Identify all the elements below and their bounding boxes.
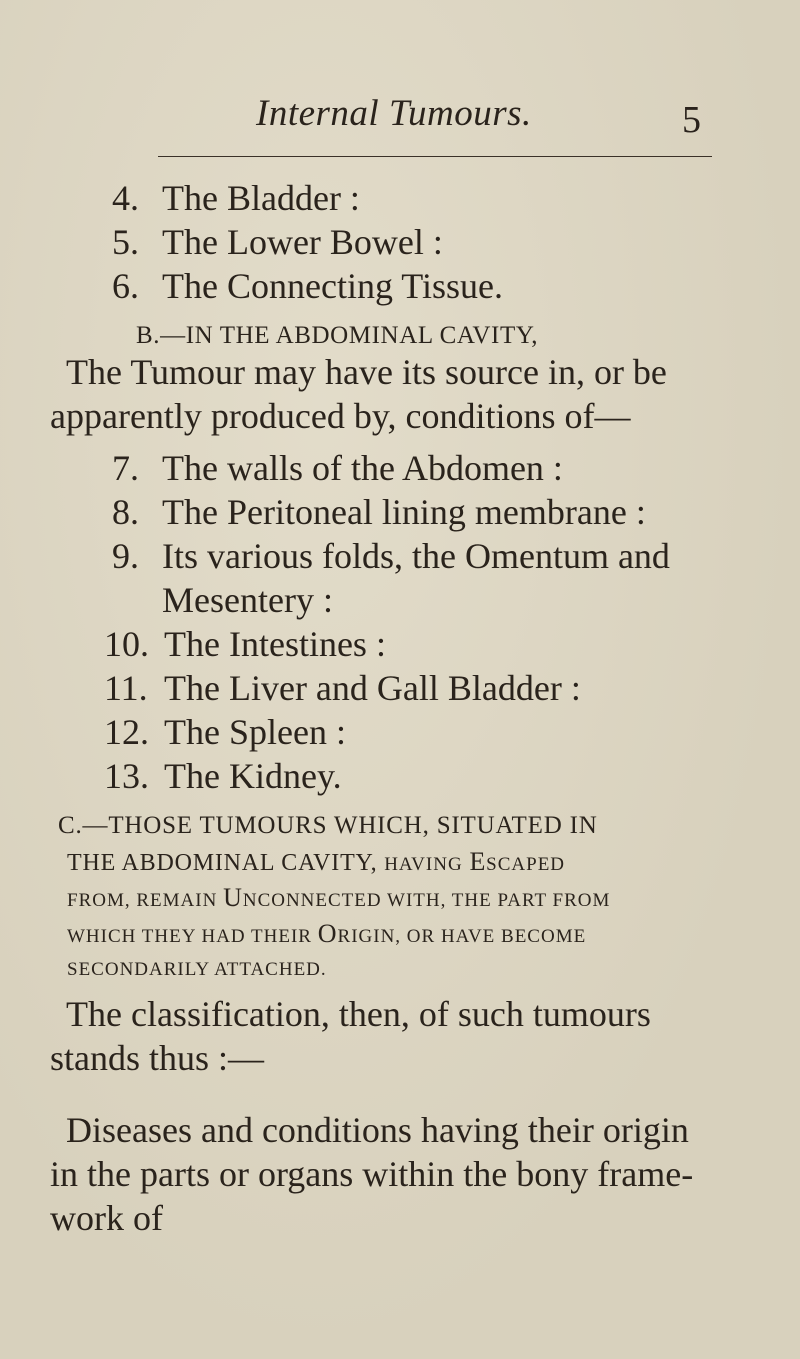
section-b-intro-line: The Tumour may have its source in, or be	[66, 352, 667, 392]
list-item-number: 9.	[112, 536, 139, 576]
list-item-continuation	[162, 578, 333, 622]
section-c-text: WHICH THEY HAD THEIR	[67, 926, 312, 947]
list-item-number: 7.	[112, 448, 139, 488]
list-item	[112, 220, 443, 264]
list-item-number: 8.	[112, 492, 139, 532]
section-b-heading: B.—IN THE ABDOMINAL CAVITY,	[136, 322, 539, 349]
classification-line: The classification, then, of such tumours	[66, 994, 651, 1034]
section-c-text: HAVING	[384, 854, 463, 875]
section-c-text: RIGIN, OR HAVE BECOME	[337, 926, 587, 947]
list-item	[104, 622, 386, 666]
diseases-line: work of	[50, 1198, 163, 1238]
section-b-intro-line: apparently produced by, conditions of—	[50, 396, 631, 436]
list-item-text: The Connecting Tissue.	[162, 266, 504, 306]
list-item-number: 13.	[104, 756, 149, 796]
section-c-text: THE ABDOMINAL CAVITY,	[67, 850, 378, 876]
section-c-text: O	[317, 919, 338, 948]
section-c-text: E	[469, 847, 487, 876]
list-item-number: 6.	[112, 266, 139, 306]
section-c-text: U	[223, 883, 243, 912]
classification-line: stands thus :—	[50, 1038, 265, 1078]
diseases-line: Diseases and conditions having their origin	[66, 1110, 689, 1150]
running-title: Internal Tumours.	[256, 93, 532, 134]
section-c-line: C.—THOSE TUMOURS WHICH, SITUATED IN	[58, 812, 598, 839]
page-number: 5	[682, 99, 701, 141]
list-item	[112, 176, 360, 220]
list-item-number: 5.	[112, 222, 139, 262]
diseases-line: in the parts or organs within the bony frame-	[50, 1154, 694, 1194]
list-item-text: The Bladder :	[162, 178, 360, 218]
list-item	[104, 710, 346, 754]
page-header	[0, 92, 800, 142]
list-item-number: 11.	[104, 668, 148, 708]
list-item-text: The Peritoneal lining membrane :	[162, 492, 646, 532]
list-item-text: The Liver and Gall Bladder :	[164, 668, 581, 708]
section-c-text: FROM, REMAIN	[67, 890, 218, 911]
list-item-text: The walls of the Abdomen :	[162, 448, 563, 488]
list-item	[104, 666, 581, 710]
list-item	[112, 264, 503, 308]
list-item-number: 10.	[104, 624, 149, 664]
section-c-text: NCONNECTED WITH, THE PART FROM	[242, 890, 611, 911]
section-c-line: SECONDARILY ATTACHED.	[67, 959, 327, 980]
list-item-text: The Intestines :	[164, 624, 386, 664]
section-c-text: SCAPED	[486, 854, 566, 875]
list-item-text: The Lower Bowel :	[162, 222, 443, 262]
list-item-text: Its various folds, the Omentum and	[162, 536, 670, 576]
list-item	[112, 446, 563, 490]
list-item	[112, 490, 646, 534]
list-item-text: The Spleen :	[164, 712, 346, 752]
header-rule	[158, 156, 712, 157]
list-item-number: 12.	[104, 712, 149, 752]
list-item-text: Mesentery :	[162, 580, 333, 620]
list-item-text: The Kidney.	[164, 756, 342, 796]
list-item	[104, 754, 342, 798]
list-item	[112, 534, 670, 578]
list-item-number: 4.	[112, 178, 139, 218]
